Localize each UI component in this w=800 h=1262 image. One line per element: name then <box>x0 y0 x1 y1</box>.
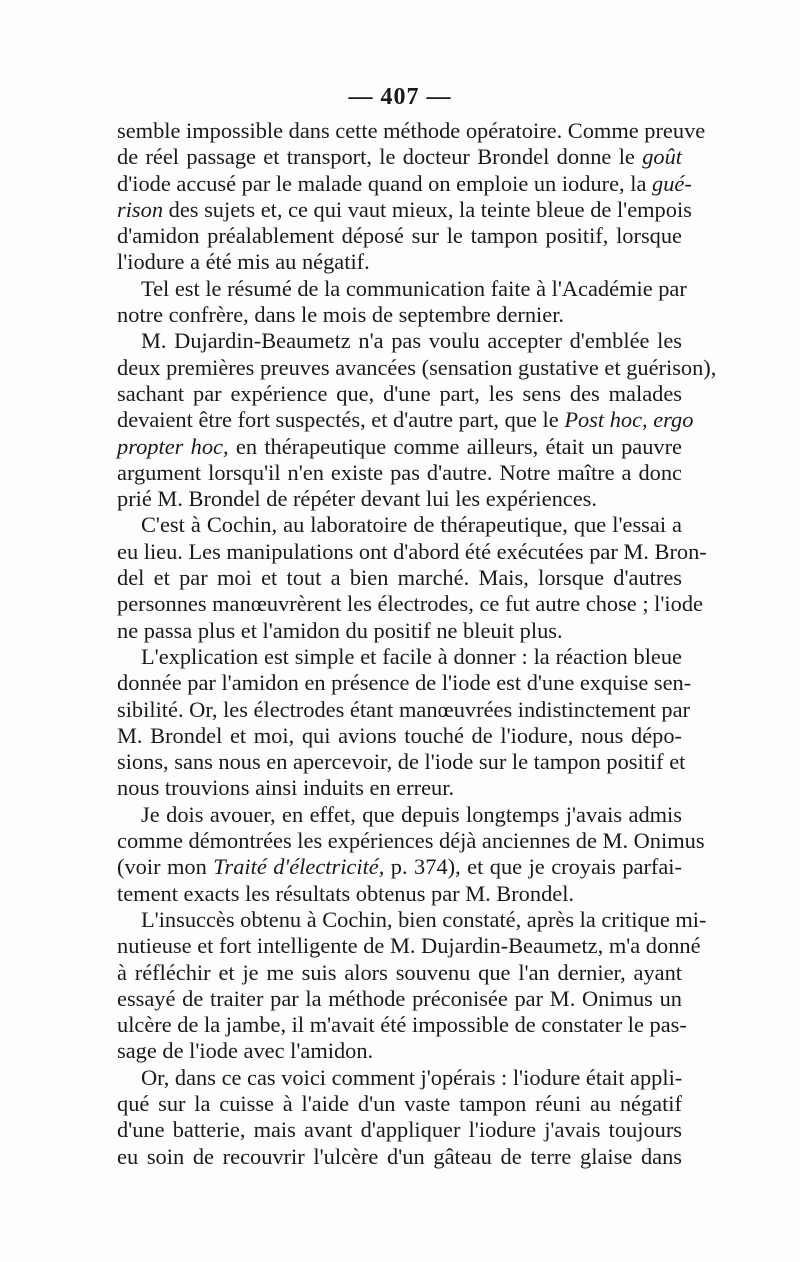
text-line <box>117 696 690 723</box>
text-line <box>117 302 682 328</box>
text-line <box>117 644 682 670</box>
text-run: ulcère de la jambe, il m'avait été impossible de constater le pas- <box>117 1012 687 1038</box>
italic-text: Traité d'électricité, <box>213 854 385 880</box>
text-run: l'iodure a été mis au négatif. <box>117 249 370 275</box>
text-line <box>117 381 682 407</box>
text-line <box>117 144 682 170</box>
text-run: eu lieu. Les manipulations ont d'abord été exécutées par M. Bron- <box>117 538 707 564</box>
text-run: d'iode accusé par le malade quand on emploie un iodure, la <box>117 170 652 196</box>
text-line <box>117 670 692 696</box>
text-run: argument lorsqu'il n'en existe pas d'autre. Notre maître a donc <box>117 459 682 485</box>
text-run: (voir mon <box>117 854 214 880</box>
text-line <box>117 249 682 275</box>
text-run: M. Brondel et moi, qui avions touché de l'iodure, nous dépo- <box>117 722 682 748</box>
text-run: M. Dujardin-Beaumetz n'a pas voulu accepter d'emblée les <box>141 328 682 354</box>
italic-text: rison <box>117 196 164 222</box>
text-line <box>117 723 682 749</box>
text-line <box>117 1091 682 1117</box>
text-run: semble impossible dans cette méthode opératoire. Comme preuve <box>117 118 706 143</box>
text-line <box>117 223 682 249</box>
text-line <box>117 354 717 381</box>
text-run: nous trouvions ainsi induits en erreur. <box>117 775 455 801</box>
text-line <box>117 275 687 302</box>
text-line <box>117 591 703 617</box>
text-line <box>117 618 682 644</box>
text-run: sachant par expérience que, d'une part, les sens des malades <box>117 380 682 406</box>
text-line <box>117 933 701 959</box>
page-number-header: — 407 — <box>348 84 452 110</box>
text-run: L'explication est simple et facile à donner : la réaction bleue <box>141 643 682 669</box>
text-run: ne passa plus et l'amidon du positif ne bleuit plus. <box>117 617 563 643</box>
text-line <box>117 1117 682 1143</box>
text-run: essayé de traiter par la méthode préconisée par M. Onimus un <box>117 985 682 1011</box>
text-line <box>117 512 682 538</box>
text-run: tement exacts les résultats obtenus par M. Brondel. <box>117 880 575 906</box>
text-line <box>117 749 686 775</box>
text-run: donnée par l'amidon en présence de l'iode est d'une exquise sen- <box>117 670 692 696</box>
text-line <box>117 881 682 907</box>
text-run: eu soin de recouvrir l'ulcère d'un gâteau de terre glaise dans <box>117 1143 682 1169</box>
text-run: en thérapeutique comme ailleurs, était un pauvre <box>228 433 682 459</box>
text-run: de réel passage et transport, le docteur Brondel donne le <box>117 144 643 170</box>
text-run: deux premières preuves avancées (sensation gustative et guérison), <box>117 354 717 380</box>
text-run: Or, dans ce cas voici comment j'opérais : l'iodure était appli- <box>141 1064 683 1090</box>
italic-text: goût <box>642 144 682 170</box>
text-run: notre confrère, dans le mois de septembre dernier. <box>117 302 565 328</box>
text-line <box>117 538 707 565</box>
text-run: C'est à Cochin, au laboratoire de thérapeutique, que l'essai a <box>141 512 682 538</box>
text-run: d'une batterie, mais avant d'appliquer l'iodure j'avais toujours <box>117 1117 682 1143</box>
italic-text: Post hoc, ergo <box>564 407 694 433</box>
text-line <box>117 1144 682 1170</box>
text-line <box>117 986 682 1012</box>
text-run: qué sur la cuisse à l'aide d'un vaste tampon réuni au négatif <box>117 1090 682 1116</box>
page-body-text <box>117 118 717 1170</box>
text-line <box>117 328 682 354</box>
text-line <box>117 1012 687 1038</box>
text-line <box>117 960 682 986</box>
text-run: Je dois avouer, en effet, que depuis longtemps j'avais admis <box>141 801 682 827</box>
text-run: à réfléchir et je me suis alors souvenu que l'an dernier, ayant <box>117 959 682 985</box>
text-run: L'insuccès obtenu à Cochin, bien constaté, après la critique mi- <box>141 906 707 932</box>
text-line <box>117 460 682 486</box>
italic-text: propter hoc, <box>117 433 229 459</box>
text-line <box>117 828 705 854</box>
text-line <box>117 407 694 433</box>
text-line <box>117 802 682 828</box>
text-run: nutieuse et fort intelligente de M. Dujardin-Beaumetz, m'a donné <box>117 933 701 959</box>
text-run: personnes manœuvrèrent les électrodes, ce fut autre chose ; l'iode <box>117 591 703 617</box>
text-line <box>117 775 682 801</box>
text-line <box>117 434 682 460</box>
text-run: sage de l'iode avec l'amidon. <box>117 1038 374 1064</box>
text-run: des sujets et, ce qui vaut mieux, la teinte bleue de l'empois <box>163 196 692 222</box>
text-run: sibilité. Or, les électrodes étant manœuvrées indistinctement par <box>117 696 690 722</box>
text-line <box>117 1038 682 1064</box>
text-line <box>117 565 682 591</box>
text-run: del et par moi et tout a bien marché. Mais, lorsque d'autres <box>117 565 682 591</box>
text-run: d'amidon préalablement déposé sur le tampon positif, lorsque <box>117 223 682 249</box>
italic-text: gué- <box>652 170 692 196</box>
text-run: comme démontrées les expériences déjà anciennes de M. Onimus <box>117 828 705 854</box>
text-run: prié M. Brondel de répéter devant lui les expériences. <box>117 486 597 512</box>
text-run: devaient être fort suspectés, et d'autre part, que le <box>117 407 565 433</box>
text-line <box>117 118 706 144</box>
text-run: sions, sans nous en apercevoir, de l'iode sur le tampon positif et <box>117 749 686 775</box>
text-line <box>117 486 682 512</box>
text-line <box>117 1065 682 1091</box>
text-line <box>117 906 707 933</box>
text-line <box>117 196 692 223</box>
text-line <box>117 854 682 880</box>
text-run: p. 374), et que je croyais parfai- <box>384 854 682 880</box>
text-line <box>117 170 692 197</box>
text-run: Tel est le résumé de la communication faite à l'Académie par <box>141 275 687 301</box>
